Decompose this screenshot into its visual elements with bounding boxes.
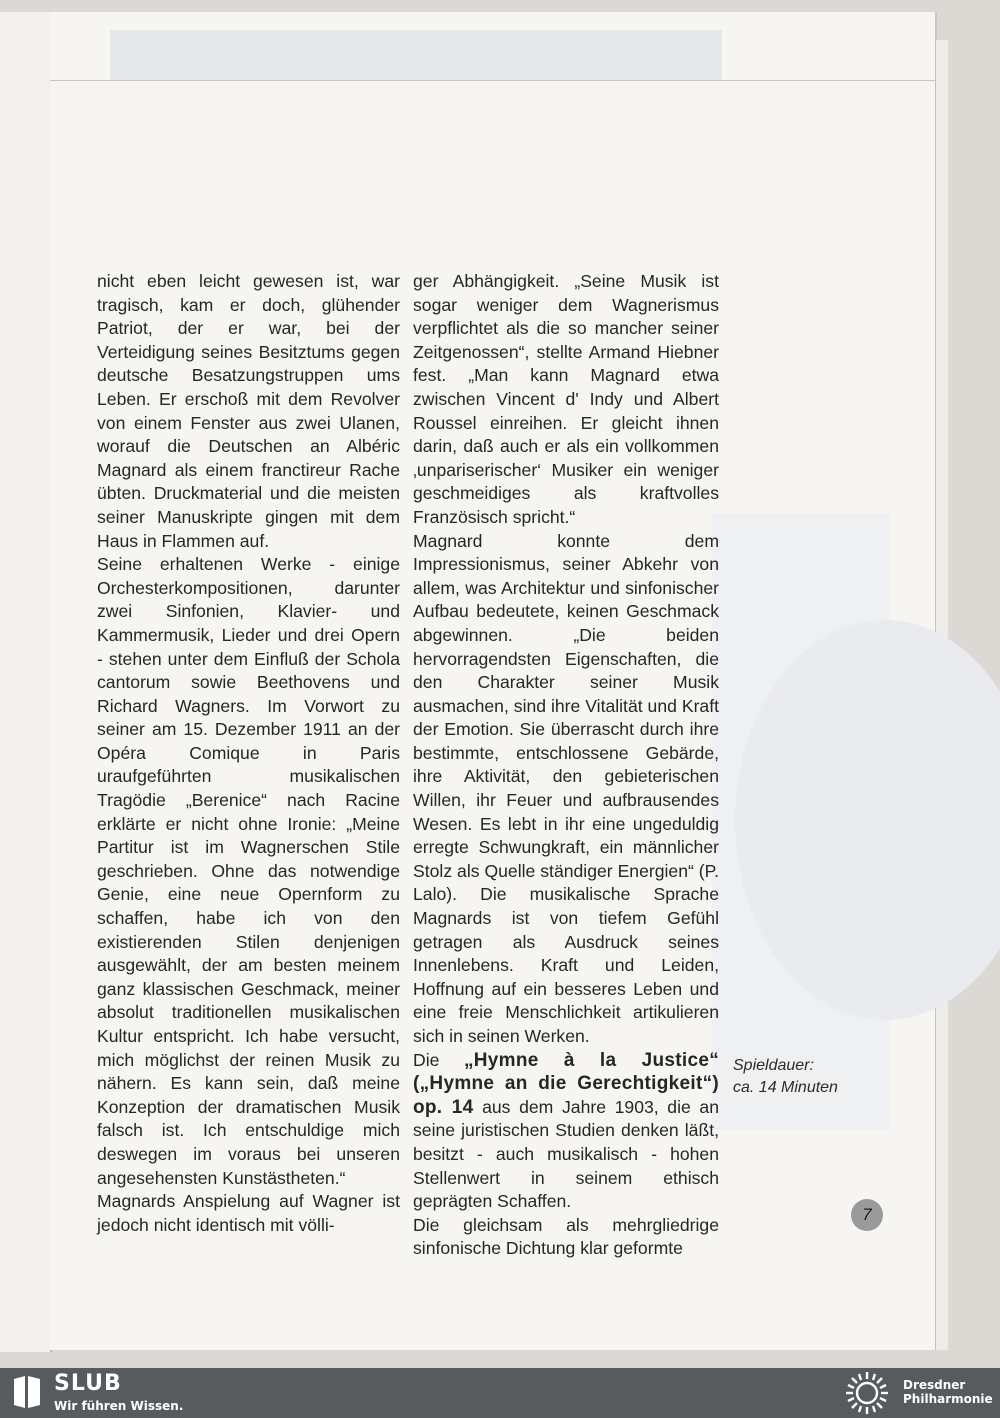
page-number: 7	[851, 1199, 883, 1231]
paragraph: ger Abhängigkeit. „Seine Musik ist sogar weniger dem Wagnerismus verpflichtet als die so mancher seiner Zeitgenossen“, stellte Armand Hiebner fest. „Man kann Magnard etwa zwischen Vincent d' Indy und Albert Roussel einreihen. Er gleicht ihnen darin, daß auch er als ein vollkommen ‚unpariserischer‘ Musiker ein weniger geschmeidiges als kraftvolles Französisch spricht.“	[413, 271, 719, 527]
left-text-column	[97, 270, 400, 1237]
partner-name	[903, 1378, 993, 1406]
paragraph-rest: aus dem Jahre 1903, die an seine juristischen Studien denken läßt, besitzt - auch musikalisch - hohen Stellenwert in seinem ethisch geprägten Schaffen.	[413, 1096, 719, 1212]
library-tagline: Wir führen Wissen.	[54, 1399, 184, 1413]
duration-note	[733, 1055, 838, 1099]
library-logo-text[interactable]: SLUB	[54, 1371, 122, 1396]
right-text-column	[413, 270, 719, 1261]
partner-name-line2: Philharmonie	[903, 1392, 993, 1406]
paragraph: Seine erhaltenen Werke - einige Orchesterkompositionen, darunter zwei Sinfonien, Klavier- und Kammermusik, Lieder und drei Opern - stehen unter dem Einfluß der Schola cantorum sowie Beethovens und Richard Wagners. Im Vorwort zu seiner am 15. Dezember 1911 an der Opéra Comique in Paris uraufgeführten musikalischen Tragödie „Berenice“ nach Racine erklärte er nicht ohne Ironie: „Meine Partitur ist im Wagnerschen Stile geschrieben. Ohne das notwendige Genie, eine neue Opernform zu schaffen, habe ich von den existierenden Stilen denjenigen ausgewählt, der am besten meinem ganz klassischen Geschmack, meiner absolut traditionellen musikalischen Kultur entspricht. Ich habe versucht, mich möglichst der reinen Musik zu nähern. Es kann sein, daß meine Konzeption der dramatischen Musik falsch ist. Ich entschuldige mich deswegen im voraus bei unseren angesehensten Kunstästheten.“	[97, 554, 400, 1188]
paragraph: Magnard konnte dem Impressionismus, seiner Abkehr von allem, was Architektur und sinfonischer Aufbau bedeutete, keinen Geschmack abgewinnen. „Die beiden hervorragendsten Eigenschaften, die den Charakter seiner Musik ausmachen, sind ihre Vitalität und Kraft der Emotion. Sie überrascht durch ihre bestimmte, entschlossene Gebärde, ihre Aktivität, den gebieterischen Willen, ihr Feuer und aufbrausendes Wesen. Es lebt in ihr eine ungeduldig erregte Schwungkraft, ein männlicher Stolz als Quelle ständiger Energien“ (P. Lalo). Die musikalische Sprache Magnards ist von tiefem Gefühl getragen als Ausdruck seines Innenlebens. Kraft und Leiden, Hoffnung auf ein besseres Leben und eine freie Menschlichkeit artikulieren sich in seinen Werken.	[413, 530, 719, 1046]
duration-label: Spieldauer:	[733, 1057, 814, 1074]
paragraph-lead: Die	[413, 1049, 464, 1070]
header-band	[110, 30, 722, 80]
duration-value: ca. 14 Minuten	[733, 1079, 838, 1096]
paragraph: Magnards Anspielung auf Wagner ist jedoch nicht identisch mit völli-	[97, 1191, 400, 1235]
philharmonie-logo-icon[interactable]	[843, 1370, 891, 1416]
paragraph-hymne	[413, 1049, 719, 1214]
header-rule	[50, 80, 935, 81]
book-icon	[12, 1375, 42, 1409]
footer-bar	[0, 1368, 1000, 1418]
work-title: „Hymne à la Justice“ („Hymne an die Gerechtigkeit“) op. 14	[413, 1049, 719, 1118]
paragraph: nicht eben leicht gewesen ist, war tragisch, kam er doch, glühender Patriot, der er war, bei der Verteidigung seines Besitztums gegen deutsche Besatzungstruppen ums Leben. Er erschoß mit dem Revolver von einem Fenster aus zwei Ulanen, worauf die Deutschen an Albéric Magnard als einem franctireur Rache übten. Druckmaterial und die meisten seiner Manuskripte gingen mit dem Haus in Flammen auf.	[97, 271, 400, 551]
paragraph: Die gleichsam als mehrgliedrige sinfonische Dichtung klar geformte	[413, 1214, 719, 1259]
previous-page-edge	[0, 12, 52, 1352]
partner-name-line1: Dresdner	[903, 1378, 966, 1392]
